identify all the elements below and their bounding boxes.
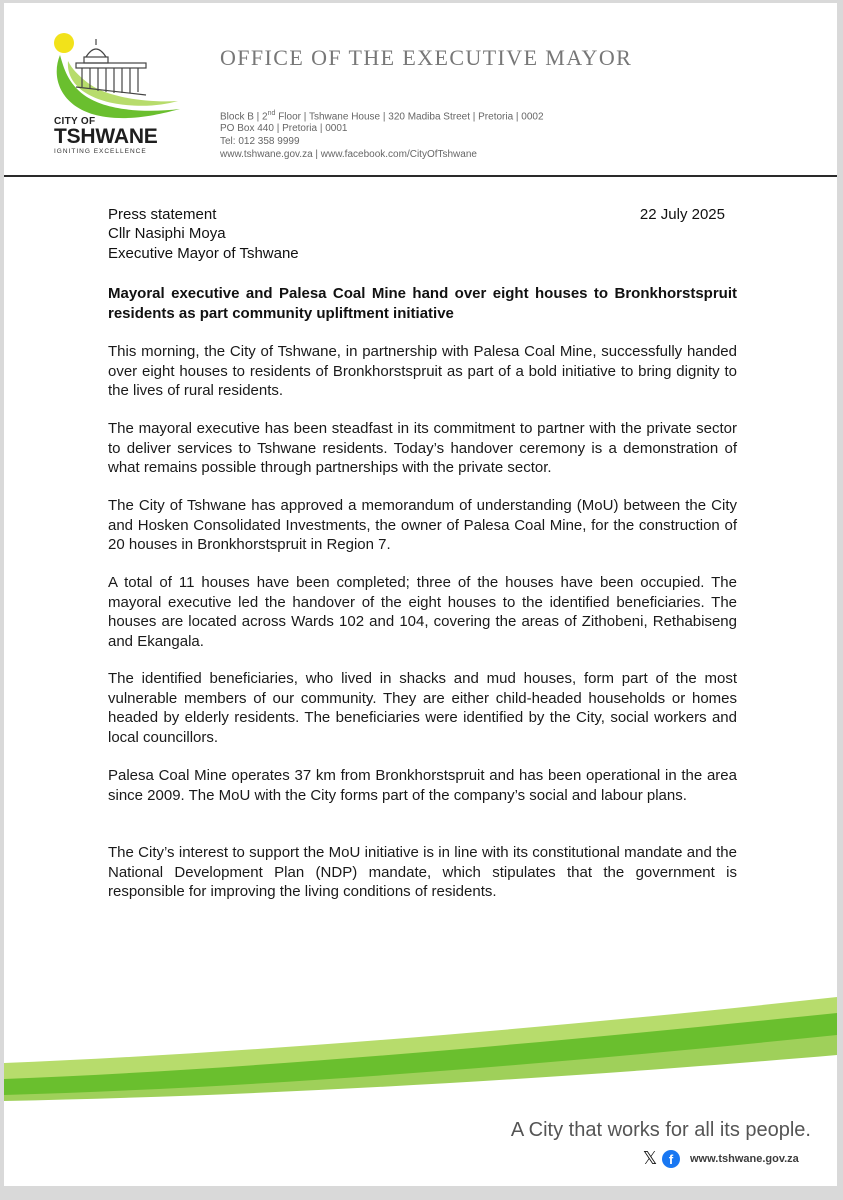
- body-paragraph: The mayoral executive has been steadfast in its commitment to partner with the private sector to deliver services to Tshwane residents. Today’s handover ceremony is a demonstration of what remains possible through partnerships with the private sector.: [108, 420, 737, 476]
- address-line-4: www.tshwane.gov.za | www.facebook.com/CityOfTshwane: [220, 149, 477, 160]
- logo-city-name: TSHWANE: [54, 125, 158, 148]
- statement-author-title: Executive Mayor of Tshwane: [108, 245, 299, 262]
- office-title: OFFICE OF THE EXECUTIVE MAYOR: [220, 45, 633, 70]
- header-divider: [4, 175, 837, 177]
- city-logo: [46, 31, 182, 159]
- statement-date: 22 July 2025: [639, 206, 725, 223]
- body-paragraph: Palesa Coal Mine operates 37 km from Bronkhorstspruit and has been operational in the area since 2009. The MoU with the City forms part of the company’s social and labour plans.: [108, 767, 737, 804]
- body-paragraph: The City of Tshwane has approved a memorandum of understanding (MoU) between the City and Hosken Consolidated Investments, the owner of Palesa Coal Mine, for the construction of 20 houses in Bronkhorstspruit in Region 7.: [108, 497, 737, 553]
- statement-type: Press statement: [108, 206, 217, 223]
- logo-city-of: CITY OF: [54, 116, 96, 127]
- address-line-3: Tel: 012 358 9999: [220, 136, 300, 147]
- body-paragraph: The City’s interest to support the MoU initiative is in line with its constitutional mandate and the National Development Plan (NDP) mandate, which stipulates that the government is responsible for improving the living conditions of residents.: [108, 844, 737, 900]
- address-line-1: Block B | 2nd Floor | Tshwane House | 320 Madiba Street | Pretoria | 0002: [220, 110, 544, 123]
- facebook-icon[interactable]: f: [662, 1150, 680, 1168]
- logo-tagline: IGNITING EXCELLENCE: [54, 148, 147, 155]
- address-line-2: PO Box 440 | Pretoria | 0001: [220, 123, 348, 134]
- body-paragraph: This morning, the City of Tshwane, in partnership with Palesa Coal Mine, successfully handed over eight houses to residents of Bronkhorstspruit as part of a bold initiative to bring dignity to the lives of rural residents.: [108, 343, 737, 399]
- body-paragraph: A total of 11 houses have been completed; three of the houses have been occupied. The mayoral executive led the handover of the eight houses to the identified beneficiaries. The houses are located across Wards 102 and 104, covering the areas of Zithobeni, Rethabiseng and Ekangala.: [108, 574, 737, 650]
- statement-headline: Mayoral executive and Palesa Coal Mine hand over eight houses to Bronkhorstspruit residents as part community upliftment initiative: [108, 285, 737, 322]
- x-social-icon[interactable]: 𝕏: [642, 1148, 658, 1169]
- body-paragraph: The identified beneficiaries, who lived in shacks and mud houses, form part of the most vulnerable members of our community. They are either child-headed households or homes headed by elderly residents. The beneficiaries were identified by the City, social workers and local councillors.: [108, 670, 737, 746]
- statement-author: Cllr Nasiphi Moya: [108, 225, 226, 242]
- city-hall-emblem-icon: [46, 31, 182, 121]
- footer-website-link[interactable]: www.tshwane.gov.za: [690, 1153, 799, 1165]
- letter-page: [4, 3, 837, 1186]
- footer-social: [640, 1148, 799, 1170]
- footer-slogan: A City that works for all its people.: [510, 1119, 811, 1141]
